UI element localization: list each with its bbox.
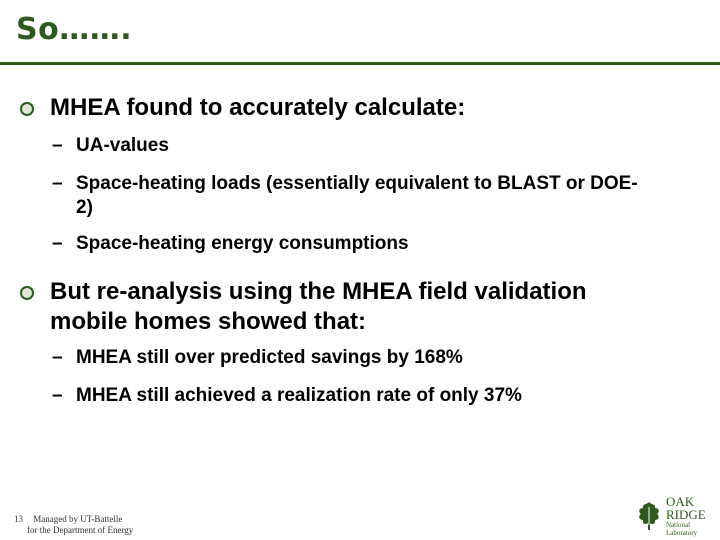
bullet-icon xyxy=(20,102,34,116)
dash-marker: – xyxy=(52,347,63,368)
sub-bullet-2-1 xyxy=(52,346,652,370)
sub-bullet-text: MHEA still achieved a realization rate of only 37% xyxy=(76,385,522,406)
sub-bullet-1-3 xyxy=(52,232,652,256)
page-number: 13 xyxy=(14,514,23,524)
bullet-icon xyxy=(20,286,34,300)
slide-title: So……. xyxy=(16,12,133,47)
dash-marker: – xyxy=(52,233,63,254)
logo-line-1: OAK xyxy=(666,494,695,509)
sub-bullet-text: MHEA still over predicted savings by 168% xyxy=(76,347,463,368)
logo-line-2: RIDGE xyxy=(666,507,706,522)
sub-bullet-1-2 xyxy=(52,172,652,220)
logo-text xyxy=(666,495,716,537)
title-divider xyxy=(0,62,720,65)
bullet-1-text: MHEA found to accurately calculate: xyxy=(50,94,466,121)
dash-marker: – xyxy=(52,135,63,156)
sub-bullet-text: UA-values xyxy=(76,135,169,156)
dash-marker: – xyxy=(52,173,63,194)
sub-bullet-text: Space-heating loads (essentially equivalent to BLAST or DOE-2) xyxy=(76,173,638,218)
dash-marker: – xyxy=(52,385,63,406)
bullet-2-text: But re-analysis using the MHEA field validation mobile homes showed that: xyxy=(50,278,587,335)
slide-footer xyxy=(14,514,133,536)
oak-leaf-icon xyxy=(636,501,662,531)
footer-line-1: Managed by UT-Battelle xyxy=(33,514,123,524)
oak-ridge-logo xyxy=(636,494,716,538)
footer-line-2: for the Department of Energy xyxy=(27,525,134,535)
sub-bullet-text: Space-heating energy consumptions xyxy=(76,233,409,254)
bullet-1 xyxy=(20,93,660,123)
logo-line-3: National Laboratory xyxy=(666,521,698,537)
bullet-2 xyxy=(20,277,660,337)
sub-bullet-1-1 xyxy=(52,134,652,158)
sub-bullet-2-2 xyxy=(52,384,652,408)
